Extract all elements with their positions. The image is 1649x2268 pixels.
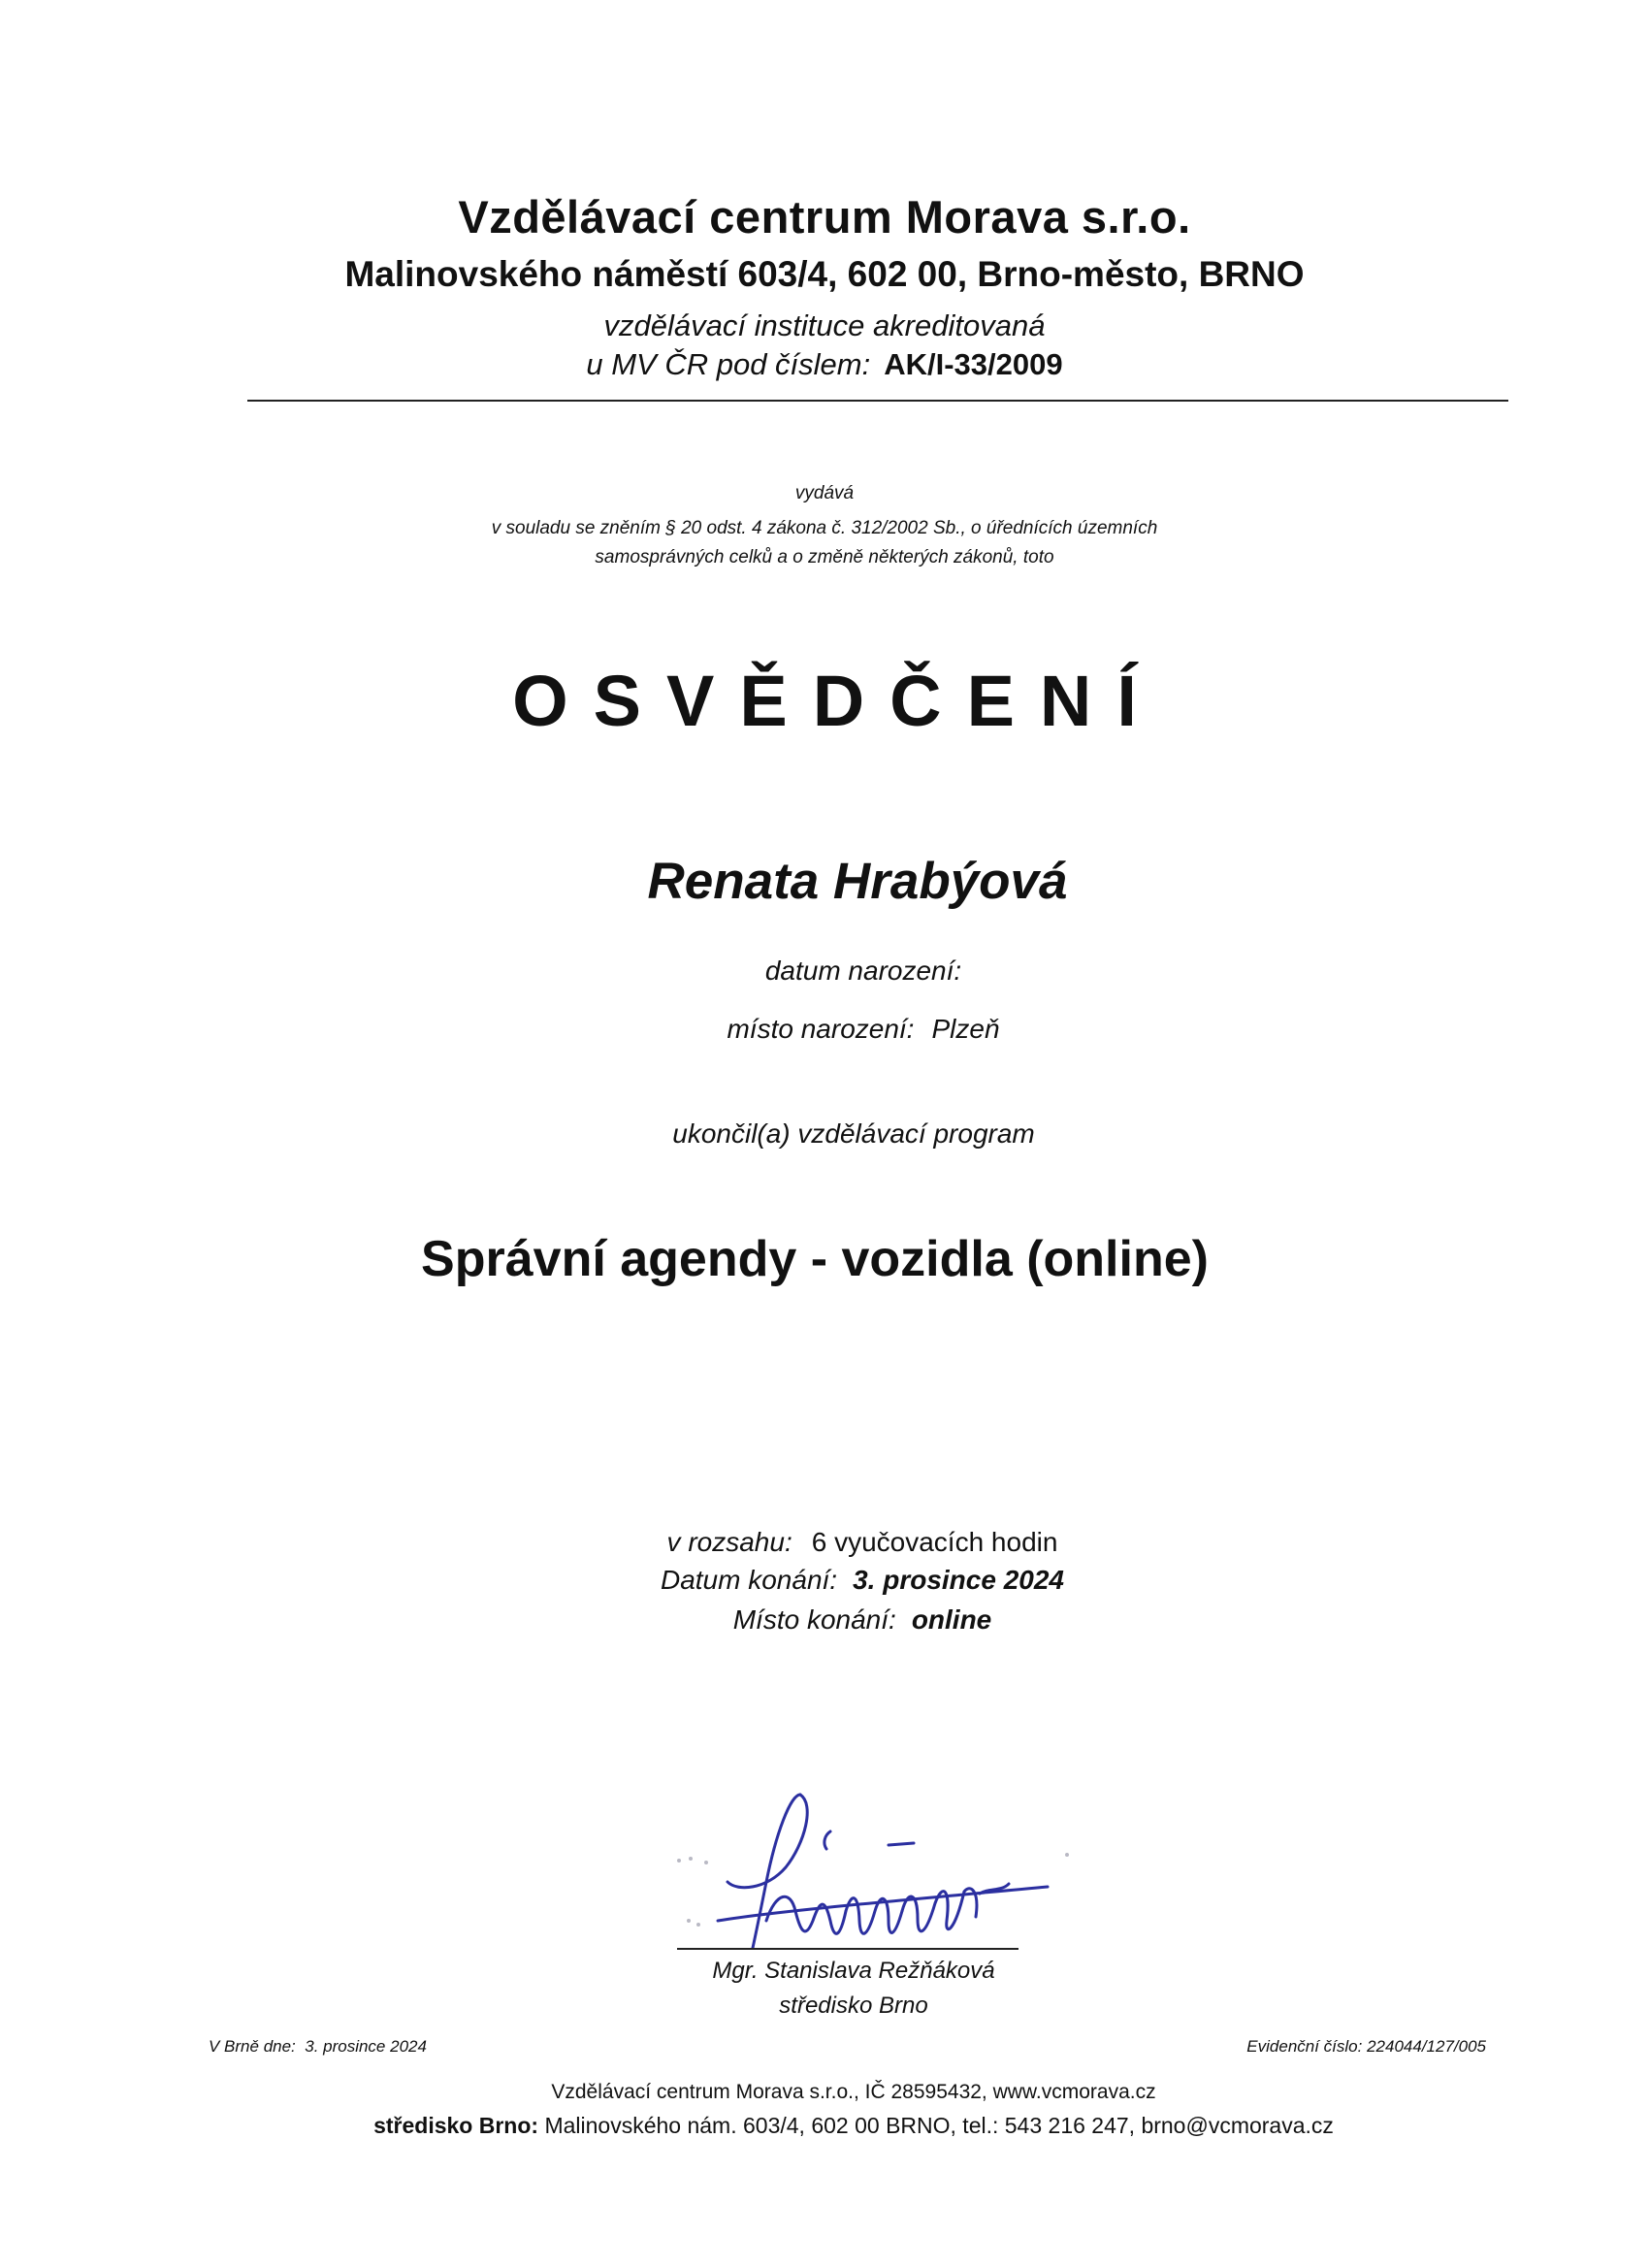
accreditation-number-line [0,347,1649,382]
recipient-name: Renata Hrabýová [647,853,1068,910]
handwritten-signature [660,1775,1106,1969]
birthdate-row [0,956,1649,987]
date-value: 3. prosince 2024 [853,1565,1064,1595]
signer-name: Mgr. Stanislava Režňáková [712,1958,995,1984]
completed-program-text: ukončil(a) vzdělávací program [672,1118,1035,1149]
footer-company-line: Vzdělávací centrum Morava s.r.o., IČ 28595432, www.vcmorava.cz [551,2081,1156,2103]
issued-date: 3. prosince 2024 [305,2037,427,2056]
signer-unit: středisko Brno [779,1993,928,2019]
issued-date-line [209,2037,427,2057]
legal-basis-line-1: v souladu se zněním § 20 odst. 4 zákona č. 312/2002 Sb., o úřednících územních [491,518,1158,538]
institution-name: Vzdělávací centrum Morava s.r.o. [458,191,1191,243]
footer-branch-text: Malinovského nám. 603/4, 602 00 BRNO, tel.: 543 216 247, brno@vcmorava.cz [544,2113,1334,2138]
date-label: Datum konání: [660,1565,838,1595]
birthdate-label: datum narození: [764,956,962,986]
scope-value: 6 vyučovacích hodin [811,1527,1058,1557]
accreditation-label: u MV ČR pod číslem: [586,347,871,381]
footer-branch-line [0,2113,1649,2139]
registration-number: 224044/127/005 [1367,2037,1486,2056]
scope-row [0,1527,1649,1558]
document-title: OSVĚDČENÍ [512,661,1162,741]
scope-label: v rozsahu: [666,1527,792,1557]
birthplace-value: Plzeň [931,1014,1000,1044]
header-divider [247,400,1508,402]
footer-branch-label: středisko Brno: [373,2113,539,2138]
birthplace-label: místo narození: [727,1014,915,1044]
registration-label: Evidenční číslo: [1246,2037,1363,2056]
issued-label: V Brně dne: [209,2037,296,2056]
place-value: online [911,1604,992,1635]
accreditation-number: AK/I-33/2009 [884,347,1063,381]
date-row [0,1565,1649,1596]
issues-text: vydává [794,483,855,503]
place-row [0,1604,1649,1636]
program-name: Správní agendy - vozidla (online) [421,1231,1209,1287]
birthplace-row [0,1014,1649,1045]
place-label: Místo konání: [732,1604,896,1635]
registration-number-line [1246,2037,1486,2057]
accreditation-line: vzdělávací instituce akreditovaná [603,308,1046,342]
legal-basis-line-2: samosprávných celků a o změně některých zákonů, toto [595,547,1054,567]
institution-address: Malinovského náměstí 603/4, 602 00, Brno-město, BRNO [344,254,1305,294]
signature-line [677,1948,1018,1950]
